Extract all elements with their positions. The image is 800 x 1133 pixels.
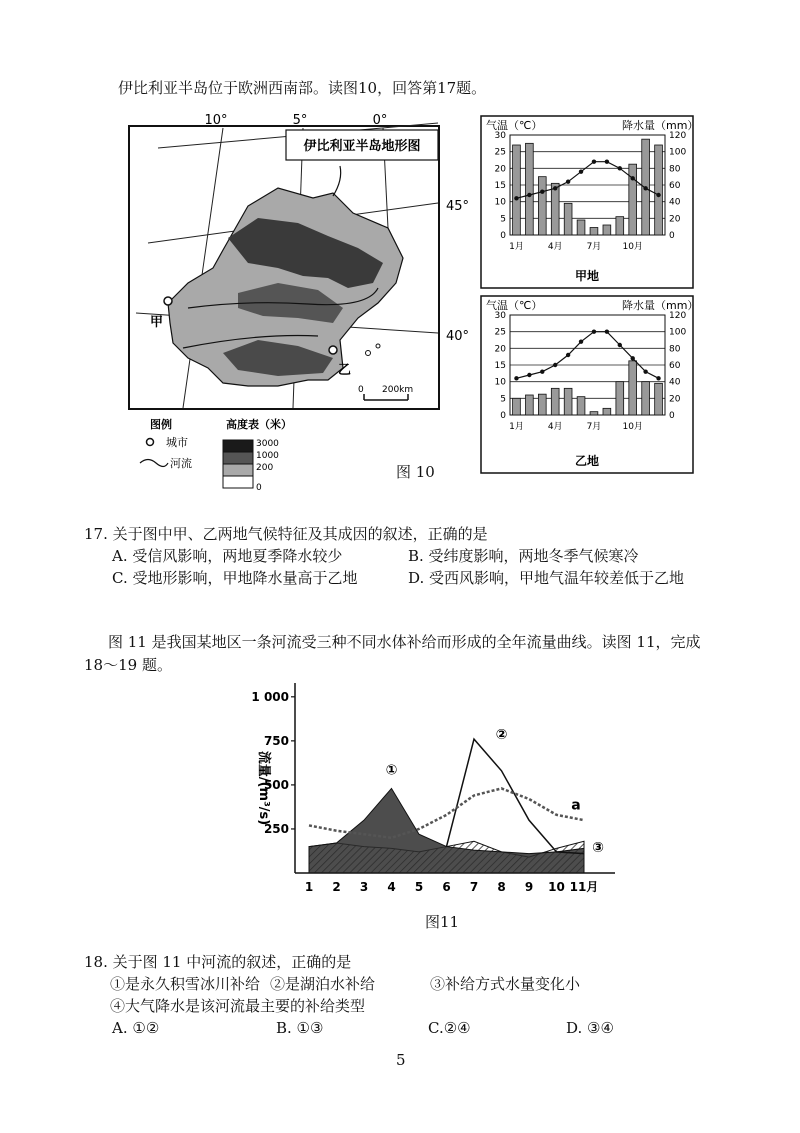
precip-tick: 40 <box>669 377 681 388</box>
precip-tick: 80 <box>669 344 681 355</box>
x-tick-label: 5 <box>414 880 424 894</box>
temp-point <box>540 369 544 373</box>
city-yi-marker <box>329 346 337 354</box>
x-tick-label: 8 <box>497 880 506 894</box>
series-1-label: ① <box>385 762 398 779</box>
place-label: 甲地 <box>574 269 600 283</box>
temp-point <box>631 176 635 180</box>
temp-point <box>605 329 609 333</box>
month-label: 1月 <box>509 422 524 432</box>
q18-statement-1: ①是永久积雪冰川补给 <box>110 975 261 993</box>
temp-point <box>527 373 531 377</box>
series-1-area <box>309 788 584 873</box>
temp-axis-label: 气温（℃） <box>486 119 543 132</box>
map-title: 伊比利亚半岛地形图 <box>303 139 421 154</box>
precip-bar <box>603 408 611 415</box>
elev-value: 1000 <box>256 451 279 461</box>
precip-bar <box>564 203 572 235</box>
q18-option-d[interactable]: D. ③④ <box>566 1019 614 1037</box>
q17-intro: 伊比利亚半岛位于欧洲西南部。读图10，回答第17题。 <box>118 79 487 97</box>
series-a-label: a <box>571 797 581 814</box>
precip-tick: 120 <box>669 131 687 141</box>
precip-bar <box>538 177 546 235</box>
precip-bar <box>629 361 637 415</box>
precip-bar <box>629 164 637 235</box>
precip-bar <box>577 220 585 235</box>
precip-tick: 80 <box>669 164 681 175</box>
temp-tick: 5 <box>500 214 506 225</box>
month-label: 4月 <box>547 242 563 252</box>
precip-bar <box>616 382 624 415</box>
temp-tick: 25 <box>494 147 506 158</box>
precip-tick: 100 <box>669 327 687 338</box>
temp-tick: 5 <box>500 394 506 405</box>
precip-axis-label: 降水量（mm） <box>622 119 699 132</box>
precip-bar <box>513 145 521 235</box>
x-tick-label: 2 <box>332 880 341 894</box>
legend-city: 城市 <box>166 436 188 449</box>
river-flow-chart <box>240 678 620 908</box>
q17-option-b[interactable]: B. 受纬度影响，两地冬季气候寒冷 <box>408 547 639 565</box>
x-tick-label: 9 <box>524 880 534 894</box>
q18-statement-2: ②是湖泊水补给 <box>270 975 376 993</box>
scale-label: 200km <box>382 385 414 395</box>
q18-option-b[interactable]: B. ①③ <box>276 1019 324 1037</box>
elev-value: 3000 <box>256 439 279 449</box>
x-tick-label: 7 <box>469 880 479 894</box>
q18-option-a[interactable]: A. ①② <box>112 1019 160 1037</box>
precip-bar <box>590 412 598 415</box>
month-label: 10月 <box>622 422 643 432</box>
series-3-label: ③ <box>592 839 604 856</box>
y-tick-label: 750 <box>263 733 289 748</box>
precip-tick: 40 <box>669 197 681 208</box>
temp-point <box>514 196 518 200</box>
fig11-caption: 图11 <box>425 913 460 931</box>
temp-point <box>553 363 557 367</box>
precip-bar <box>642 382 650 415</box>
place-label: 乙地 <box>574 454 600 468</box>
x-tick-label: 1 <box>304 880 314 894</box>
legend-river-icon <box>140 460 168 467</box>
temp-tick: 0 <box>500 231 506 241</box>
q18-statement-4: ④大气降水是该河流最主要的补给类型 <box>110 997 366 1015</box>
legend-river: 河流 <box>170 457 192 470</box>
precip-bar <box>526 143 534 235</box>
y-tick-label: 250 <box>263 821 289 836</box>
precip-bar <box>603 225 611 235</box>
temp-point <box>618 343 622 347</box>
lat-label: 45° <box>446 199 470 214</box>
month-label: 4月 <box>547 422 563 432</box>
elev-title: 高度表（米） <box>226 418 292 431</box>
temp-tick: 20 <box>494 344 506 355</box>
lon-label: 0° <box>372 113 388 128</box>
scale-zero: 0 <box>358 385 364 395</box>
precip-tick: 0 <box>669 411 675 421</box>
temp-tick: 30 <box>494 131 506 141</box>
q18-option-c[interactable]: C.②④ <box>428 1019 471 1037</box>
temp-point <box>579 339 583 343</box>
temp-point <box>643 369 647 373</box>
temp-point <box>592 159 596 163</box>
q17-option-c[interactable]: C. 受地形影响，甲地降水量高于乙地 <box>112 569 358 587</box>
month-label: 10月 <box>622 242 643 252</box>
temp-tick: 25 <box>494 327 506 338</box>
iberia-terrain-map <box>128 113 470 503</box>
city-jia-marker <box>164 297 172 305</box>
precip-tick: 60 <box>669 361 681 371</box>
temp-point <box>579 169 583 173</box>
precip-bar <box>513 398 521 415</box>
q17-stem: 17. 关于图中甲、乙两地气候特征及其成因的叙述，正确的是 <box>84 525 488 543</box>
precip-bar <box>590 228 598 236</box>
precip-bar <box>577 397 585 415</box>
temp-point <box>656 376 660 380</box>
precip-axis-label: 降水量（mm） <box>622 299 699 312</box>
temp-point <box>540 189 544 193</box>
city-yi-label: 乙 <box>338 363 352 378</box>
y-tick-label: 1 000 <box>251 689 289 704</box>
month-label: 1月 <box>509 242 524 252</box>
temp-tick: 0 <box>500 411 506 421</box>
series-2-line <box>447 739 585 854</box>
legend-title: 图例 <box>150 418 172 431</box>
q17-option-a[interactable]: A. 受信风影响，两地夏季降水较少 <box>112 547 343 565</box>
temp-point <box>566 353 570 357</box>
temp-axis-label: 气温（℃） <box>486 299 543 312</box>
elev-value: 200 <box>256 463 274 473</box>
precip-bar <box>538 394 546 415</box>
temp-point <box>656 193 660 197</box>
precip-bar <box>551 183 559 235</box>
precip-bar <box>526 395 534 415</box>
x-tick-label: 10 <box>548 880 565 894</box>
precip-tick: 60 <box>669 181 681 191</box>
q18-intro-line2: 18～19 题。 <box>84 656 172 674</box>
precip-tick: 120 <box>669 311 687 321</box>
temp-point <box>566 179 570 183</box>
temp-tick: 10 <box>494 197 506 208</box>
fig10-caption: 图 10 <box>396 463 435 481</box>
precip-bar <box>655 383 663 415</box>
y-tick-label: 500 <box>263 777 289 792</box>
precip-bar <box>564 388 572 415</box>
temp-point <box>643 186 647 190</box>
q18-stem: 18. 关于图 11 中河流的叙述，正确的是 <box>84 953 352 971</box>
temp-point <box>605 159 609 163</box>
page-number: 5 <box>396 1051 406 1069</box>
series-2-label: ② <box>495 727 508 744</box>
x-tick-label: 3 <box>359 880 369 894</box>
precip-bar <box>551 388 559 415</box>
elev-value: 0 <box>256 483 262 493</box>
temp-tick: 15 <box>494 361 506 371</box>
precip-bar <box>616 217 624 235</box>
month-label: 7月 <box>586 422 602 432</box>
lon-label: 5° <box>292 113 308 128</box>
temp-tick: 10 <box>494 377 506 388</box>
temp-point <box>618 166 622 170</box>
precip-tick: 0 <box>669 231 675 241</box>
precip-tick: 100 <box>669 147 687 158</box>
city-jia-label: 甲 <box>150 315 164 330</box>
legend-city-icon <box>147 439 154 446</box>
temp-tick: 15 <box>494 181 506 191</box>
lon-label: 10° <box>204 113 228 128</box>
precip-bar <box>655 145 663 235</box>
precip-tick: 20 <box>669 214 681 225</box>
q17-option-d[interactable]: D. 受西风影响，甲地气温年较差低于乙地 <box>408 569 685 587</box>
temp-tick: 30 <box>494 311 506 321</box>
temp-point <box>514 376 518 380</box>
series-a-line <box>309 788 584 837</box>
x-tick-label: 6 <box>442 880 451 894</box>
temp-point <box>527 193 531 197</box>
month-label: 7月 <box>586 242 602 252</box>
climate-chart-yi <box>480 295 699 475</box>
flow-ylabel: 流量/(m³/s) <box>256 750 271 826</box>
lat-label: 40° <box>446 329 470 344</box>
x-tick-label: 11月 <box>569 880 599 894</box>
temp-point <box>631 356 635 360</box>
x-tick-label: 4 <box>387 880 396 894</box>
precip-tick: 20 <box>669 394 681 405</box>
climate-chart-jia <box>480 115 699 290</box>
q18-statement-3: ③补给方式水量变化小 <box>430 975 581 993</box>
temp-point <box>553 186 557 190</box>
temp-tick: 20 <box>494 164 506 175</box>
q18-intro-line1: 图 11 是我国某地区一条河流受三种不同水体补给而形成的全年流量曲线。读图 11，完成 <box>108 633 701 651</box>
temp-point <box>592 329 596 333</box>
